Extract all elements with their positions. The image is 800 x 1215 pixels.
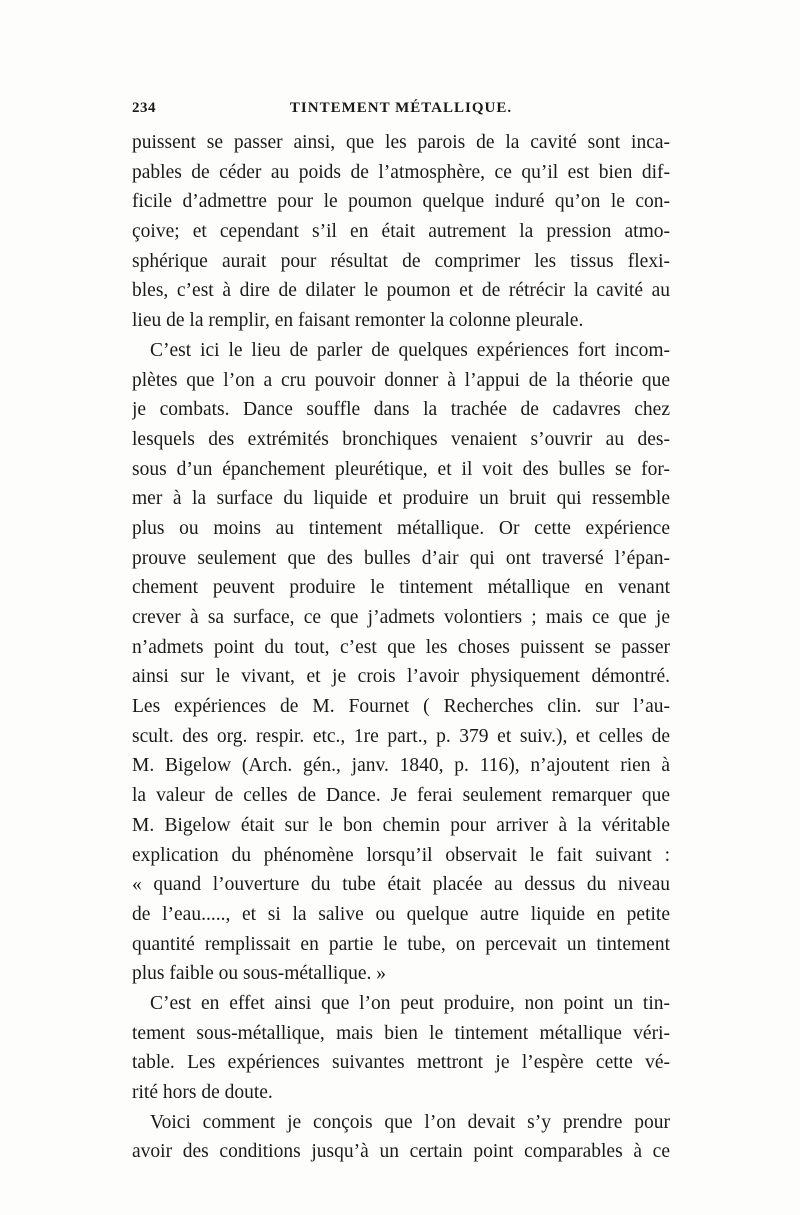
text-line: prouve seulement que des bulles d’air qui ont traversé l’épan-	[132, 547, 670, 569]
text-line: lesquels des extrémités bronchiques venaient s’ouvrir au des-	[132, 428, 670, 450]
text-line: plus faible ou sous-métallique. »	[132, 963, 386, 985]
text-line: lieu de la remplir, en faisant remonter la colonne pleurale.	[132, 310, 584, 332]
text-line: M. Bigelow (Arch. gén., janv. 1840, p. 116), n’ajoutent rien à	[132, 755, 670, 777]
text-line: pables de céder au poids de l’atmosphère, ce qu’il est bien dif-	[132, 161, 670, 183]
text-line: ainsi sur le vivant, et je crois l’avoir physiquement démontré.	[132, 666, 670, 688]
text-line: crever à sa surface, ce que j’admets volontiers ; mais ce que je	[132, 607, 670, 628]
text-line: ficile d’admettre pour le poumon quelque induré qu’on le con-	[132, 191, 670, 213]
text-line: C’est ici le lieu de parler de quelques expériences fort incom-	[150, 339, 670, 361]
text-line: puissent se passer ainsi, que les parois de la cavité sont inca-	[132, 132, 670, 153]
text-line: mer à la surface du liquide et produire un bruit qui ressemble	[132, 488, 670, 510]
text-line: « quand l’ouverture du tube était placée au dessus du niveau	[132, 874, 670, 896]
page-number: 234	[132, 100, 156, 116]
text-line: çoive; et cependant s’il en était autrement la pression atmo-	[132, 221, 670, 243]
text-line: sous d’un épanchement pleurétique, et il voit des bulles se for-	[132, 458, 670, 480]
text-line: de l’eau....., et si la salive ou quelque autre liquide en petite	[132, 903, 670, 925]
text-line: explication du phénomène lorsqu’il observait le fait suivant :	[132, 844, 670, 866]
text-line: sphérique aurait pour résultat de comprimer les tissus flexi-	[132, 250, 670, 272]
text-line: C’est en effet ainsi que l’on peut produire, non point un tin-	[150, 992, 670, 1014]
text-line: quantité remplissait en partie le tube, on percevait un tintement	[132, 933, 670, 955]
text-line: table. Les expériences suivantes mettront je l’espère cette vé-	[132, 1052, 670, 1074]
text-line: bles, c’est à dire de dilater le poumon et de rétrécir la cavité au	[132, 280, 670, 302]
text-line: Voici comment je conçois que l’on devait s’y prendre pour	[150, 1111, 670, 1133]
text-line: plètes que l’on a cru pouvoir donner à l’appui de la théorie que	[132, 369, 670, 391]
running-head	[132, 100, 670, 124]
running-title: TINTEMENT MÉTALLIQUE.	[289, 100, 513, 116]
text-line: plus ou moins au tintement métallique. Or cette expérience	[132, 517, 670, 539]
text-line: je combats. Dance souffle dans la trachée de cadavres chez	[132, 399, 670, 421]
text-line: la valeur de celles de Dance. Je ferai seulement remarquer que	[132, 785, 670, 807]
text-line: avoir des conditions jusqu’à un certain point comparables à ce	[132, 1141, 670, 1163]
text-line: tement sous-métallique, mais bien le tintement métallique véri-	[132, 1022, 670, 1044]
text-line: rité hors de doute.	[132, 1082, 273, 1103]
text-line: M. Bigelow était sur le bon chemin pour arriver à la véritable	[132, 814, 670, 836]
text-line: Les expériences de M. Fournet ( Recherches clin. sur l’au-	[132, 696, 670, 718]
text-line: n’admets point du tout, c’est que les choses puissent se passer	[132, 636, 670, 658]
text-line: scult. des org. respir. etc., 1re part., p. 379 et suiv.), et celles de	[132, 725, 670, 747]
text-line: chement peuvent produire le tintement métallique en venant	[132, 577, 670, 599]
body-text	[132, 128, 670, 1167]
